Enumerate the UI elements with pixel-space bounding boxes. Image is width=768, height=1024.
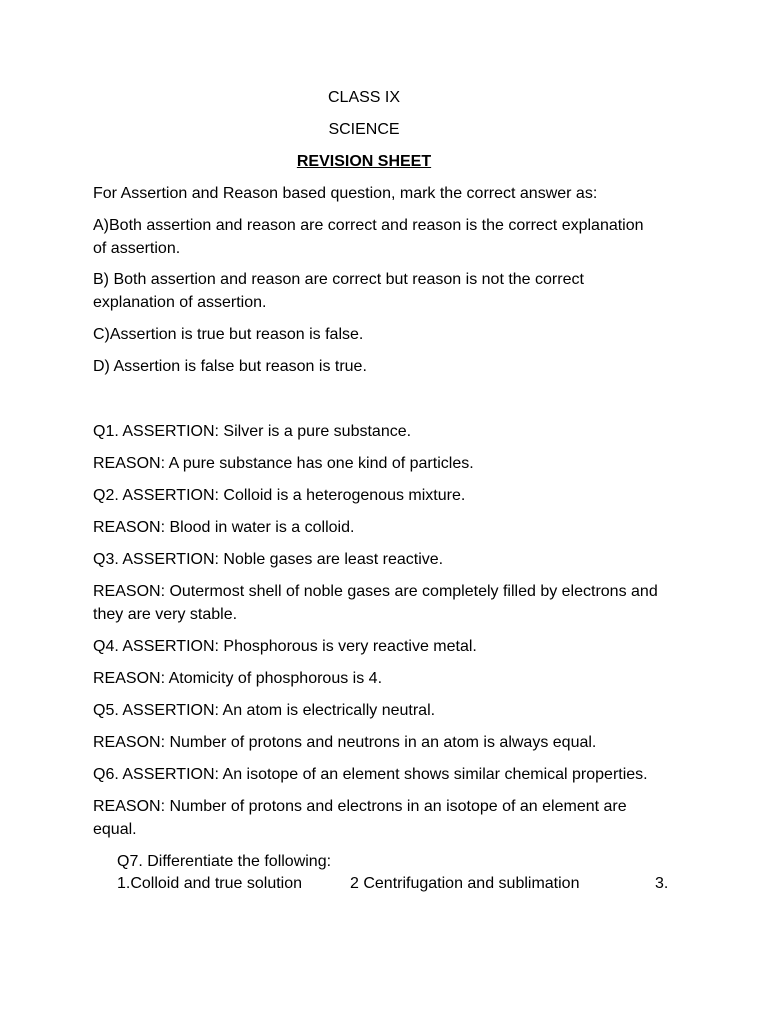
q6-assertion: Q6. ASSERTION: An isotope of an element shows similar chemical properties. (93, 766, 648, 783)
q6-reason: REASON: Number of protons and electrons in an isotope of an element are (93, 798, 627, 815)
q4-assertion: Q4. ASSERTION: Phosphorous is very reactive metal. (93, 638, 477, 655)
q7-item-2: 2 Centrifugation and sublimation (350, 875, 580, 892)
q3-reason-continued: they are very stable. (93, 606, 238, 623)
q3-assertion: Q3. ASSERTION: Noble gases are least reactive. (93, 551, 444, 568)
option-d: D) Assertion is false but reason is true. (93, 358, 367, 375)
option-a-line-2: of assertion. (93, 240, 181, 257)
instructions-intro: For Assertion and Reason based question, mark the correct answer as: (93, 185, 598, 202)
q7-item-3: 3. (655, 875, 669, 892)
q7-item-1: 1.Colloid and true solution (117, 875, 303, 892)
q7-heading: Q7. Differentiate the following: (117, 853, 332, 870)
q1-reason: REASON: A pure substance has one kind of particles. (93, 455, 474, 472)
page-title: REVISION SHEET (296, 153, 432, 170)
class-heading: CLASS IX (327, 89, 401, 106)
q5-assertion: Q5. ASSERTION: An atom is electrically neutral. (93, 702, 436, 719)
q6-reason-continued: equal. (93, 821, 137, 838)
option-a-line-1: A)Both assertion and reason are correct and reason is the correct explanation (93, 217, 644, 234)
q1-assertion: Q1. ASSERTION: Silver is a pure substance. (93, 423, 412, 440)
subject-heading: SCIENCE (328, 121, 400, 138)
q4-reason: REASON: Atomicity of phosphorous is 4. (93, 670, 383, 687)
option-b-line-1: B) Both assertion and reason are correct but reason is not the correct (93, 271, 584, 288)
option-b-line-2: explanation of assertion. (93, 294, 267, 311)
q5-reason: REASON: Number of protons and neutrons in an atom is always equal. (93, 734, 597, 751)
q2-assertion: Q2. ASSERTION: Colloid is a heterogenous mixture. (93, 487, 466, 504)
option-c: C)Assertion is true but reason is false. (93, 326, 364, 343)
q3-reason: REASON: Outermost shell of noble gases are completely filled by electrons and (93, 583, 658, 600)
q2-reason: REASON: Blood in water is a colloid. (93, 519, 355, 536)
